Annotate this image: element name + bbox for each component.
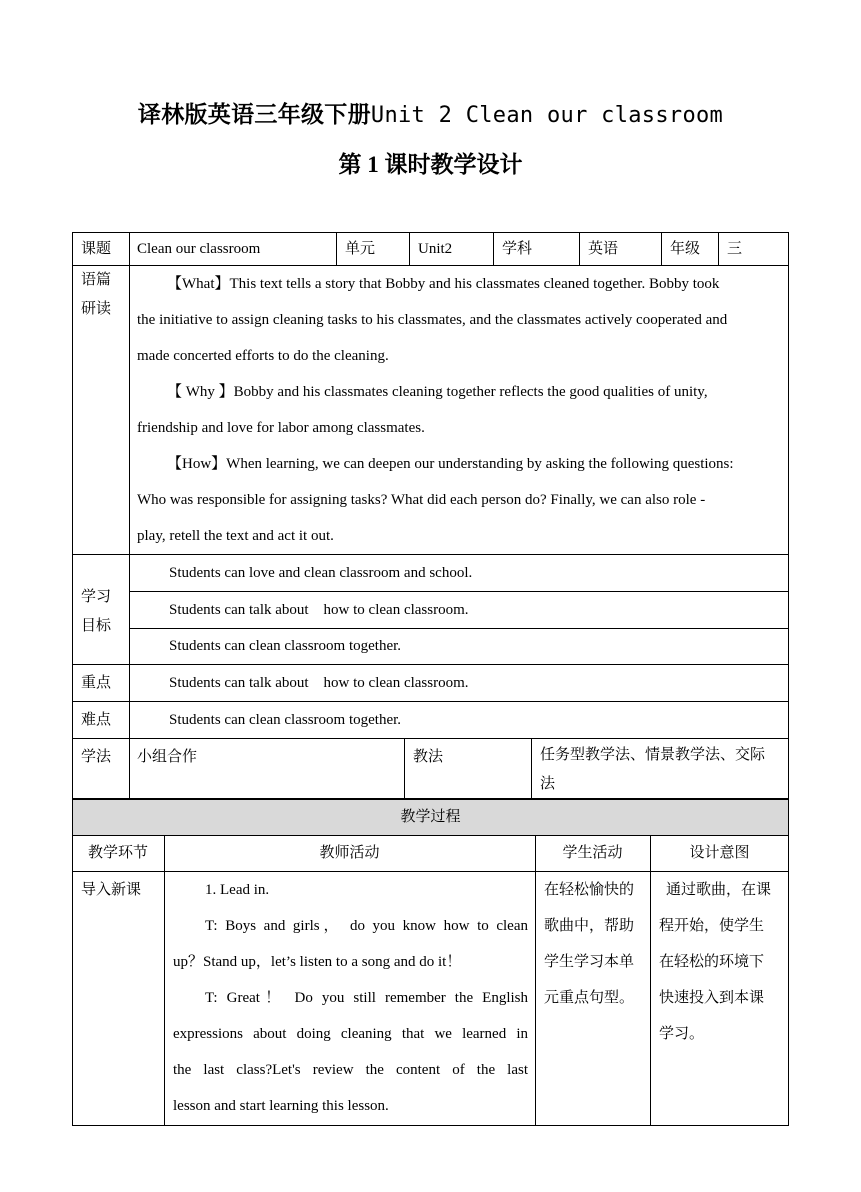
- column-header-intent: 设计意图: [689, 845, 750, 861]
- student-line: 元重点句型。: [544, 990, 635, 1006]
- intent-line: 通过歌曲，在课: [666, 882, 772, 898]
- reading-label: 语篇 研读: [81, 272, 112, 317]
- teacher-line: up？Stand up，let’s listen to a song and do it！: [173, 954, 462, 970]
- reading-line: friendship and love for labor among classmates.: [137, 420, 425, 436]
- objectives-label: 学习 目标: [81, 589, 112, 634]
- design-intent: [659, 872, 787, 1052]
- column-header-student: 学生活动: [562, 845, 623, 861]
- unit-label: 单元: [345, 241, 376, 257]
- reading-line: the initiative to assign cleaning tasks to his classmates, and the classmates actively cooperated and: [137, 312, 728, 328]
- column-header-stage: 教学环节: [87, 845, 148, 861]
- intent-line: 学习。: [659, 1026, 705, 1042]
- document-title: [0, 96, 861, 129]
- key-point-label: 重点: [81, 675, 112, 691]
- teacher-line: 1. Lead in.: [205, 882, 270, 898]
- reading-line: 【 Why 】Bobby and his classmates cleaning together reflects the good qualities of unity,: [167, 384, 708, 400]
- learning-method-label: 学法: [81, 749, 112, 765]
- reading-line: 【How】When learning, we can deepen our understanding by asking the following questions:: [167, 456, 734, 472]
- grade-label: 年级: [670, 241, 701, 257]
- process-header: 教学过程: [400, 809, 461, 825]
- teacher-line: lesson and start learning this lesson.: [173, 1098, 389, 1114]
- column-header-teacher: 教师活动: [319, 845, 380, 861]
- teacher-line: T: Boys and girls， do you know how to clean: [205, 918, 528, 934]
- subject-label: 学科: [502, 241, 533, 257]
- subject-value: 英语: [588, 241, 619, 257]
- unit-value: Unit2: [418, 241, 453, 257]
- student-line: 歌曲中，帮助: [544, 918, 635, 934]
- reading-line: made concerted efforts to do the cleaning.: [137, 348, 389, 364]
- document-subtitle: 第 1 课时教学设计: [338, 152, 523, 177]
- student-line: 学生学习本单: [544, 954, 635, 970]
- grade-value: 三: [727, 241, 743, 257]
- learning-method-value: 小组合作: [137, 749, 198, 765]
- reading-line: play, retell the text and act it out.: [137, 528, 334, 544]
- teacher-line: expressions about doing cleaning that we learned in: [173, 1026, 528, 1042]
- topic-label: 课题: [81, 241, 112, 257]
- reading-line: Who was responsible for assigning tasks? What did each person do? Finally, we can also role -: [137, 492, 706, 508]
- teaching-method-label: 教法: [413, 749, 444, 765]
- reading-line: 【What】This text tells a story that Bobby and his classmates cleaned together. Bobby took: [167, 276, 720, 292]
- student-activity: [544, 872, 644, 1016]
- intent-line: 在轻松的环境下: [659, 954, 765, 970]
- objective-item: Students can clean classroom together.: [169, 638, 402, 654]
- teacher-line: T: Great！ Do you still remember the English: [205, 990, 528, 1006]
- intent-line: 快速投入到本课: [659, 990, 765, 1006]
- objective-item: Students can talk about how to clean classroom.: [169, 602, 469, 618]
- objective-item: Students can love and clean classroom and school.: [169, 565, 473, 581]
- topic-value: Clean our classroom: [137, 241, 261, 257]
- reading-paragraphs: [137, 266, 782, 554]
- title-english: Unit 2 Clean our classroom: [370, 103, 724, 128]
- teacher-activity: [173, 872, 528, 1124]
- stage-name: 导入新课: [81, 882, 142, 898]
- difficulty-value: Students can clean classroom together.: [169, 712, 402, 728]
- intent-line: 程开始，使学生: [659, 918, 765, 934]
- title-chinese: 译林版英语三年级下册: [137, 102, 371, 127]
- teacher-line: the last class?Let's review the content of the last: [173, 1062, 528, 1078]
- teaching-method-value: 任务型教学法、情景教学法、交际 法: [540, 747, 766, 792]
- difficulty-label: 难点: [81, 712, 112, 728]
- key-point-value: Students can talk about how to clean classroom.: [169, 675, 469, 691]
- student-line: 在轻松愉快的: [544, 882, 635, 898]
